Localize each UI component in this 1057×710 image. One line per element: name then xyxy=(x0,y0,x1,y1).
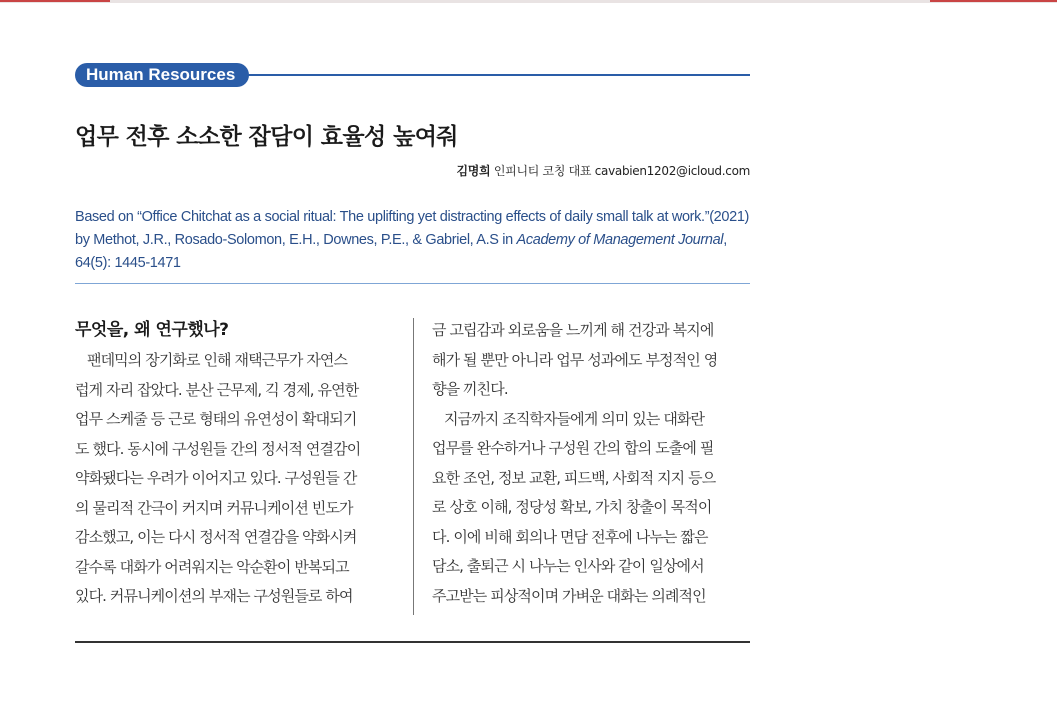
body-text-line: 약화됐다는 우려가 이어지고 있다. 구성원들 간 xyxy=(75,469,357,487)
body-text-line: 감소했고, 이는 다시 정서적 연결감을 약화시켜 xyxy=(75,528,357,546)
body-text-line: 도 했다. 동시에 구성원들 간의 정서적 연결감이 xyxy=(75,439,361,458)
article-title: 업무 전후 소소한 잡담이 효율성 높여줘 xyxy=(75,124,458,150)
reference-journal: Academy of Management Journal xyxy=(516,232,724,248)
top-page-strip xyxy=(0,0,1057,3)
body-column-right xyxy=(432,316,750,611)
left-column-text xyxy=(75,346,393,612)
byline xyxy=(456,162,750,179)
right-column-text xyxy=(432,316,750,611)
body-text-line: 갈수록 대화가 어려워지는 악순환이 반복되고 xyxy=(75,557,349,576)
body-column-left xyxy=(75,316,393,612)
reference-punct: , xyxy=(723,232,727,248)
top-strip-accent-right xyxy=(930,0,1057,2)
body-text-line: 해가 될 뿐만 아니라 업무 성과에도 부정적인 영 xyxy=(432,350,718,369)
body-text-line: 업무를 완수하거나 구성원 간의 합의 도출에 필 xyxy=(432,439,714,457)
body-text-line: 지금까지 조직학자들에게 의미 있는 대화란 xyxy=(444,409,705,428)
reference-line-3: 64(5): 1445-1471 xyxy=(75,255,181,271)
body-text-line: 주고받는 피상적이며 가벼운 대화는 의례적인 xyxy=(432,586,706,605)
body-text-line: 향을 끼친다. xyxy=(432,380,508,398)
body-text-line: 있다. 커뮤니케이션의 부재는 구성원들로 하여 xyxy=(75,587,353,605)
section-tag: Human Resources xyxy=(75,63,249,87)
reference-divider xyxy=(75,283,750,284)
body-text-line: 팬데믹의 장기화로 인해 재택근무가 자연스 xyxy=(87,351,348,369)
top-strip-accent-left xyxy=(0,0,110,2)
body-text-line: 의 물리적 간극이 커지며 커뮤니케이션 빈도가 xyxy=(75,498,353,517)
body-text-line: 요한 조언, 정보 교환, 피드백, 사회적 지지 등으 xyxy=(432,468,716,487)
reference-block xyxy=(75,206,755,275)
reference-authors: by Methot, J.R., Rosado-Solomon, E.H., Downes, P.E., & Gabriel, A.S in xyxy=(75,232,517,248)
body-text-line: 금 고립감과 외로움을 느끼게 해 건강과 복지에 xyxy=(432,321,714,339)
author-info: 인피니티 코칭 대표 cavabien1202@icloud.com xyxy=(493,164,750,178)
body-text-line: 담소, 출퇴근 시 나누는 인사와 같이 일상에서 xyxy=(432,557,704,575)
column-divider xyxy=(413,318,414,615)
bottom-rule xyxy=(75,641,750,643)
section-heading: 무엇을, 왜 연구했나? xyxy=(75,320,229,340)
reference-line-1: Based on “Office Chitchat as a social ritual: The uplifting yet distracting effects of daily small talk at work.”(2021) xyxy=(75,209,750,225)
reference-line-2 xyxy=(75,229,755,252)
body-text-line: 다. 이에 비해 회의나 면담 전후에 나누는 짧은 xyxy=(432,527,708,546)
body-text-line: 로 상호 이해, 정당성 확보, 가치 창출이 목적이 xyxy=(432,498,712,516)
section-header xyxy=(75,63,750,87)
body-text-line: 럽게 자리 잡았다. 분산 근무제, 긱 경제, 유연한 xyxy=(75,380,359,399)
author-name: 김명희 xyxy=(456,164,491,178)
body-text-line: 업무 스케줄 등 근로 형태의 유연성이 확대되기 xyxy=(75,410,357,428)
section-rule xyxy=(240,74,750,76)
